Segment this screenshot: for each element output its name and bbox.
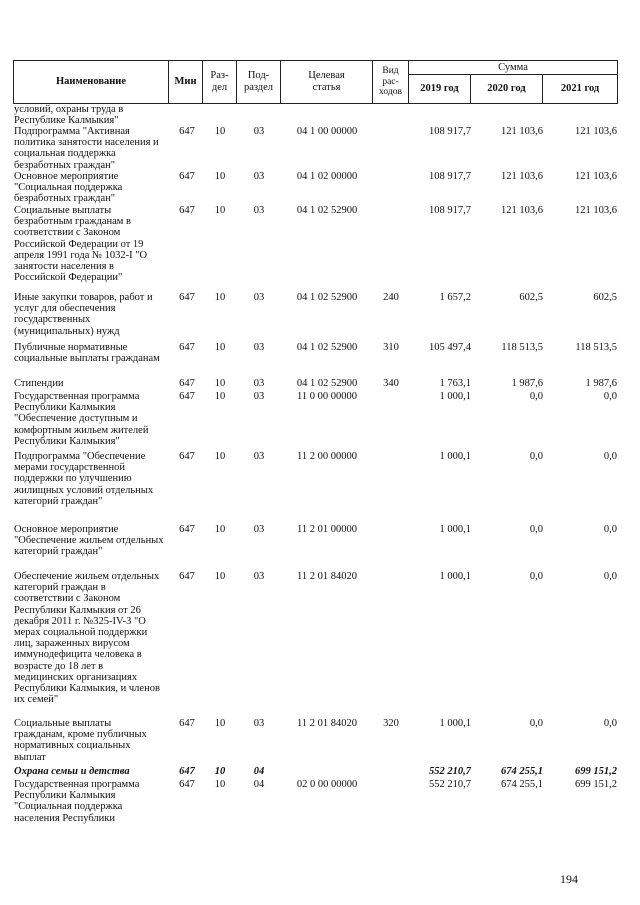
row-name: Публичные нормативные социальные выплаты гражданам xyxy=(14,342,160,365)
row-podrazdel: 03 xyxy=(253,391,265,402)
row-sum-2020: 0,0 xyxy=(529,571,543,582)
row-razdel: 10 xyxy=(214,205,226,216)
table-row xyxy=(13,171,617,205)
row-podrazdel: 03 xyxy=(253,378,265,389)
table-row xyxy=(13,205,617,292)
row-name: Социальные выплаты гражданам, кроме публичных нормативных социальных выплат xyxy=(14,718,147,763)
row-sum-2019: 1 000,1 xyxy=(439,451,471,462)
row-razdel: 10 xyxy=(214,391,226,402)
row-sum-2019: 552 210,7 xyxy=(429,779,471,790)
row-name: Обеспечение жильем отдельных категорий граждан в соответствии с Законом Республики Калмыкия от 26 декабря 2011 г. №325-IV-З "О мерах социальной поддержки лиц, зараженных вирусом иммунодефицита человека в возрасте до 18 лет в медицинских организациях Республики Калмыкия, и членов их семей" xyxy=(14,571,160,706)
row-sum-2021: 1 987,6 xyxy=(585,378,617,389)
header-vid: Вид рас- ходов xyxy=(373,61,409,104)
row-sum-2021: 0,0 xyxy=(603,571,617,582)
row-sum-2020: 674 255,1 xyxy=(501,779,543,790)
row-sum-2021: 699 151,2 xyxy=(575,779,617,790)
row-sum-2020: 0,0 xyxy=(529,391,543,402)
row-podrazdel: 03 xyxy=(253,718,265,729)
row-sum-2019: 1 763,1 xyxy=(439,378,471,389)
row-razdel: 10 xyxy=(214,451,226,462)
row-podrazdel: 03 xyxy=(253,451,265,462)
row-sum-2021: 118 513,5 xyxy=(575,342,617,353)
row-min: 647 xyxy=(179,342,195,353)
row-min: 647 xyxy=(179,571,195,582)
row-sum-2019: 1 000,1 xyxy=(439,571,471,582)
table-header xyxy=(13,60,618,104)
row-sum-2019: 108 917,7 xyxy=(429,205,471,216)
row-sum-2019: 105 497,4 xyxy=(429,342,471,353)
row-celevaya: 11 2 01 84020 xyxy=(297,718,357,729)
row-sum-2020: 121 103,6 xyxy=(501,126,543,137)
row-min: 647 xyxy=(179,378,195,389)
row-razdel: 10 xyxy=(214,779,226,790)
row-celevaya: 04 1 02 52900 xyxy=(296,378,358,389)
row-name: Государственная программа Республики Калмыкия "Обеспечение доступным и комфортным жильем жителей Республики Калмыкия" xyxy=(14,391,149,447)
row-podrazdel: 03 xyxy=(253,524,265,535)
row-podrazdel: 03 xyxy=(253,171,265,182)
row-sum-2021: 121 103,6 xyxy=(575,205,617,216)
row-podrazdel: 04 xyxy=(253,766,265,777)
row-sum-2021: 121 103,6 xyxy=(575,171,617,182)
header-2020: 2020 год xyxy=(471,75,543,104)
row-min: 647 xyxy=(179,718,195,729)
row-podrazdel: 03 xyxy=(253,571,265,582)
row-min: 647 xyxy=(179,126,195,137)
row-razdel: 10 xyxy=(214,292,226,303)
table-row xyxy=(13,718,617,766)
row-podrazdel: 03 xyxy=(253,205,265,216)
row-name: Основное мероприятие "Обеспечение жильем отдельных категорий граждан" xyxy=(14,524,164,558)
row-sum-2020: 0,0 xyxy=(529,718,543,729)
table-row xyxy=(13,571,617,718)
row-sum-2020: 674 255,1 xyxy=(501,766,543,777)
row-razdel: 10 xyxy=(214,571,226,582)
row-celevaya: 04 1 00 00000 xyxy=(296,126,358,137)
table-row xyxy=(13,292,617,342)
row-name: Государственная программа Республики Калмыкия "Социальная поддержка населения Республики xyxy=(14,779,140,824)
table-row xyxy=(13,104,617,126)
table-row xyxy=(13,391,617,451)
row-celevaya: 11 0 00 00000 xyxy=(297,391,357,402)
table-body xyxy=(13,104,617,824)
row-min: 647 xyxy=(179,451,195,462)
row-sum-2021: 602,5 xyxy=(593,292,617,303)
row-celevaya: 04 1 02 52900 xyxy=(296,342,358,353)
row-sum-2019: 1 657,2 xyxy=(439,292,471,303)
row-name: условий, охраны труда в Республике Калмыкия" xyxy=(14,104,124,127)
row-sum-2020: 121 103,6 xyxy=(501,205,543,216)
page-number: 194 xyxy=(560,872,578,886)
table-row xyxy=(13,779,617,824)
row-sum-2020: 1 987,6 xyxy=(511,378,543,389)
row-podrazdel: 04 xyxy=(253,779,265,790)
row-vid: 310 xyxy=(383,342,399,353)
row-min: 647 xyxy=(179,391,195,402)
row-sum-2020: 602,5 xyxy=(519,292,543,303)
row-sum-2021: 0,0 xyxy=(603,391,617,402)
row-podrazdel: 03 xyxy=(253,342,265,353)
table-row xyxy=(13,451,617,524)
row-vid: 240 xyxy=(383,292,399,303)
row-min: 647 xyxy=(179,205,195,216)
row-celevaya: 04 1 02 52900 xyxy=(296,205,358,216)
row-razdel: 10 xyxy=(214,718,226,729)
row-celevaya: 11 2 00 00000 xyxy=(297,451,357,462)
table-row xyxy=(13,524,617,571)
header-2019: 2019 год xyxy=(409,75,471,104)
header-razdel: Раз- дел xyxy=(203,61,237,104)
row-name: Подпрограмма "Обеспечение мерами государственной поддержки по улучшению жилищных условий отдельных категорий граждан" xyxy=(14,451,154,507)
row-min: 647 xyxy=(179,779,195,790)
row-razdel: 10 xyxy=(214,171,226,182)
row-razdel: 10 xyxy=(214,766,226,777)
row-name: Стипендии xyxy=(14,378,64,389)
row-name: Подпрограмма "Активная политика занятости населения и социальная поддержка безработных граждан" xyxy=(14,126,159,171)
row-name: Основное мероприятие "Социальная поддержка безработных граждан" xyxy=(14,171,123,205)
row-sum-2021: 699 151,2 xyxy=(575,766,617,777)
row-celevaya: 11 2 01 00000 xyxy=(297,524,357,535)
row-razdel: 10 xyxy=(214,126,226,137)
header-min: Мин xyxy=(169,61,203,104)
row-min: 647 xyxy=(179,766,195,777)
header-2021: 2021 год xyxy=(543,75,618,104)
row-sum-2019: 108 917,7 xyxy=(429,171,471,182)
table-row-section xyxy=(13,766,617,779)
row-min: 647 xyxy=(179,292,195,303)
row-razdel: 10 xyxy=(214,378,226,389)
row-razdel: 10 xyxy=(214,524,226,535)
row-sum-2020: 0,0 xyxy=(529,451,543,462)
table-row xyxy=(13,378,617,391)
row-sum-2020: 118 513,5 xyxy=(501,342,543,353)
header-summa: Сумма xyxy=(409,61,618,75)
row-vid: 340 xyxy=(383,378,399,389)
table-row xyxy=(13,126,617,171)
row-celevaya: 11 2 01 84020 xyxy=(297,571,357,582)
row-sum-2020: 0,0 xyxy=(529,524,543,535)
row-celevaya: 02 0 00 00000 xyxy=(296,779,358,790)
row-podrazdel: 03 xyxy=(253,126,265,137)
row-vid: 320 xyxy=(383,718,399,729)
row-sum-2021: 0,0 xyxy=(603,451,617,462)
row-sum-2021: 0,0 xyxy=(603,718,617,729)
header-podrazdel: Под- раздел xyxy=(237,61,281,104)
row-sum-2021: 0,0 xyxy=(603,524,617,535)
row-min: 647 xyxy=(179,524,195,535)
table-row xyxy=(13,342,617,378)
header-name: Наименование xyxy=(14,61,169,104)
row-sum-2019: 108 917,7 xyxy=(429,126,471,137)
row-sum-2021: 121 103,6 xyxy=(575,126,617,137)
header-celevaya: Целевая статья xyxy=(281,61,373,104)
row-sum-2019: 1 000,1 xyxy=(439,524,471,535)
row-razdel: 10 xyxy=(214,342,226,353)
row-name: Социальные выплаты безработным гражданам в соответствии с Законом Российской Федерации от 19 апреля 1991 года № 1032-I "О занятости населения в Российской Федерации" xyxy=(14,205,148,284)
row-sum-2020: 121 103,6 xyxy=(501,171,543,182)
row-sum-2019: 552 210,7 xyxy=(429,766,471,777)
row-celevaya: 04 1 02 00000 xyxy=(296,171,358,182)
row-sum-2019: 1 000,1 xyxy=(439,718,471,729)
row-min: 647 xyxy=(179,171,195,182)
row-celevaya: 04 1 02 52900 xyxy=(296,292,358,303)
row-sum-2019: 1 000,1 xyxy=(439,391,471,402)
row-name: Охрана семьи и детства xyxy=(14,766,130,777)
row-podrazdel: 03 xyxy=(253,292,265,303)
row-name: Иные закупки товаров, работ и услуг для обеспечения государственных (муниципальных) нужд xyxy=(14,292,153,337)
